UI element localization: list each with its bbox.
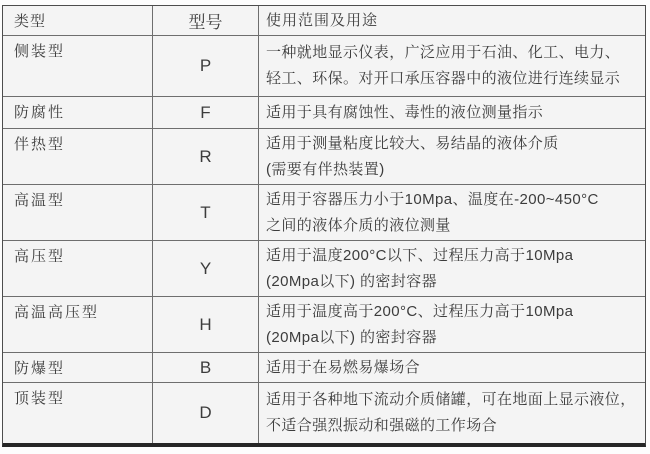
usage-line: 轻工、环保。对开口承压容器中的液位进行连续显示 (266, 70, 621, 87)
model-cell: P (152, 36, 259, 96)
type-cell: 高温高压型 (14, 304, 100, 321)
type-cell: 高压型 (14, 248, 66, 265)
table-row (3, 382, 645, 443)
model-cell: B (152, 353, 259, 382)
usage-line: 适用于温度高于200°C、过程压力高于10Mpa (266, 302, 574, 320)
usage-line: 适用于具有腐蚀性、毒性的液位测量指示 (266, 103, 544, 121)
usage-line: 不适合强烈振动和强磁的工作场合 (266, 417, 498, 434)
usage-line: 适用于温度200°C以下、过程压力高于10Mpa (266, 246, 574, 264)
usage-cell (259, 129, 645, 184)
header-usage-label: 使用范围及用途 (266, 11, 379, 29)
model-cell: F (152, 97, 259, 128)
usage-cell (259, 383, 645, 443)
type-cell: 防腐性 (14, 104, 66, 121)
header-model: 型号 (152, 6, 259, 35)
model-cell: H (152, 297, 259, 352)
type-cell: 伴热型 (14, 136, 66, 153)
product-model-spec-table (2, 5, 646, 447)
model-cell: Y (152, 241, 259, 296)
table-row (3, 296, 645, 352)
header-row (3, 6, 645, 35)
table-row (3, 240, 645, 296)
header-type: 类型 (14, 13, 47, 30)
model-cell: R (152, 129, 259, 184)
model-cell: T (152, 185, 259, 240)
usage-cell (259, 97, 645, 128)
usage-cell (259, 185, 645, 240)
table-row (3, 128, 645, 184)
usage-cell (259, 353, 645, 382)
usage-line: 适用于测量粘度比较大、易结晶的液体介质 (266, 134, 559, 152)
usage-line: (20Mpa以下) 的密封容器 (266, 328, 438, 346)
usage-cell (259, 36, 645, 96)
model-cell: D (152, 383, 259, 443)
usage-line: 适用于容器压力小于10Mpa、温度在-200~450°C (266, 190, 599, 208)
type-cell: 侧装型 (14, 43, 66, 60)
table-row (3, 35, 645, 96)
type-cell: 高温型 (14, 192, 66, 209)
usage-line: 适用于各种地下流动介质储罐，可在地面上显示液位， (266, 391, 636, 408)
usage-cell (259, 297, 645, 352)
usage-line: 一种就地显示仪表，广泛应用于石油、化工、电力、 (266, 44, 621, 61)
usage-line: 适用于在易燃易爆场合 (266, 358, 421, 376)
usage-line: 之间的液体介质的液位测量 (266, 216, 451, 234)
table-row (3, 184, 645, 240)
usage-line: (20Mpa以下) 的密封容器 (266, 272, 438, 290)
header-usage (259, 6, 645, 35)
usage-cell (259, 241, 645, 296)
type-cell: 防爆型 (14, 360, 66, 377)
type-cell: 顶装型 (14, 390, 66, 407)
table-row (3, 352, 645, 382)
table-row (3, 96, 645, 128)
usage-line: (需要有伴热装置) (266, 160, 385, 178)
